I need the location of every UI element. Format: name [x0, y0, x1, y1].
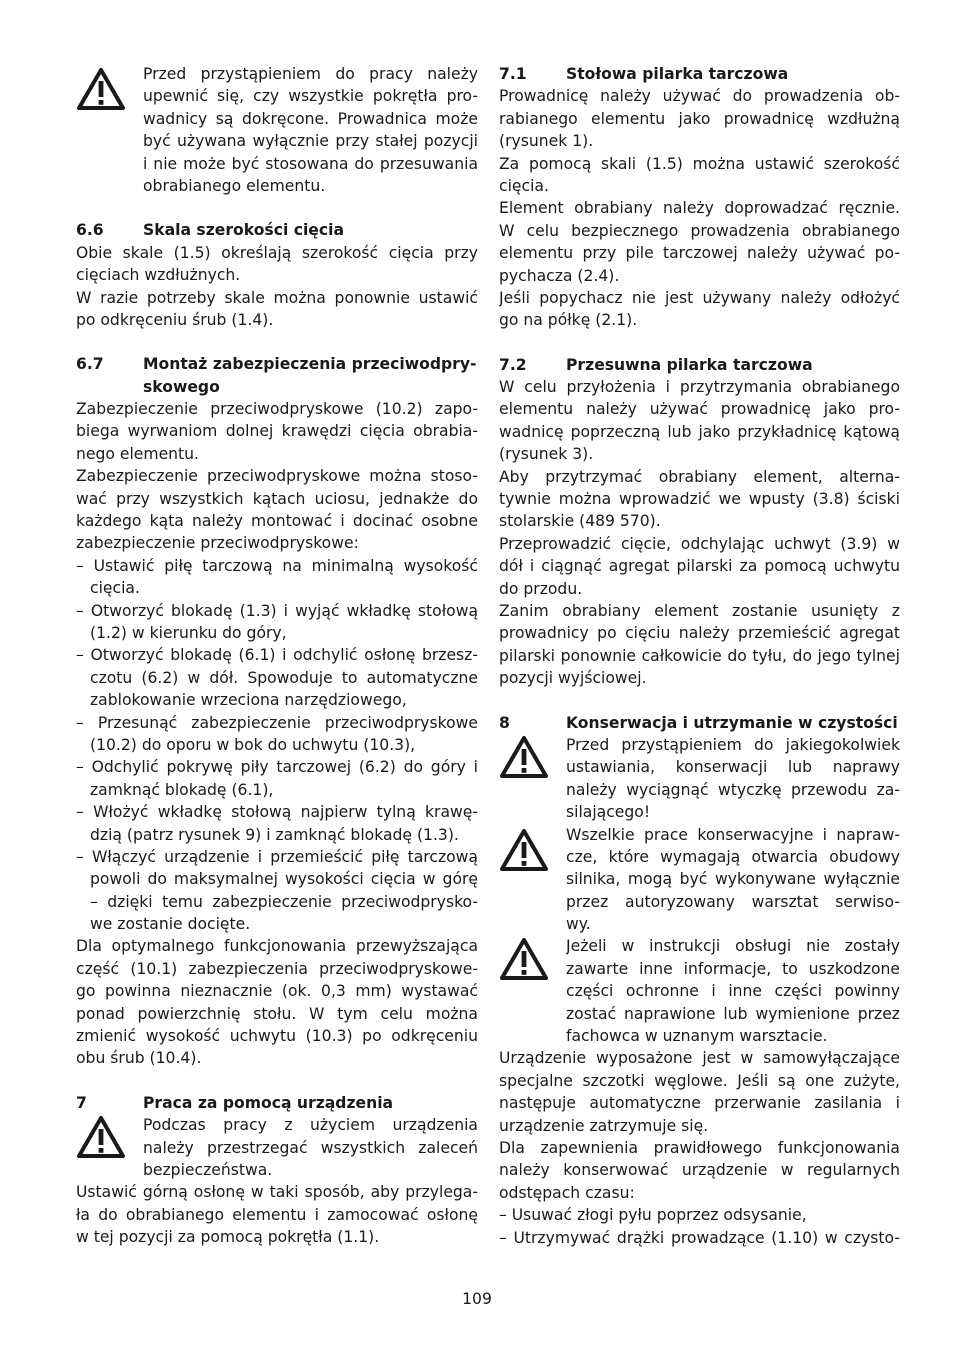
warning-note-service	[499, 824, 900, 936]
text-line: biega wyrwaniom dolnej krawędzi cięcia obrabia-	[76, 422, 478, 441]
text-line: zawarte inne informacje, to uszkodzone	[566, 959, 900, 978]
section-title: Montaż zabezpieczenia przeciwodpry-	[143, 355, 477, 374]
text-line: ustawiania, konserwacji lub naprawy	[566, 758, 900, 777]
list-item: – Otworzyć blokadę (1.3) i wyjąć wkładkę stołową	[76, 601, 478, 620]
text-line: należy przestrzegać wszystkich zaleceń	[143, 1138, 478, 1157]
text-line: Ustawić górną osłonę w taki sposób, aby przylega-	[76, 1183, 478, 1202]
text-line: Przed przystąpieniem do jakiegokolwiek	[566, 735, 900, 754]
section-heading-7	[76, 1092, 478, 1114]
text-line: Zanim obrabiany element zostanie usunięty z	[499, 601, 900, 620]
warning-triangle-icon	[499, 828, 549, 872]
text-line: Jeżeli w instrukcji obsługi nie zostały	[566, 937, 900, 956]
warning-note-unplug	[499, 734, 900, 824]
text-line: zmienić wysokość uchwytu (10.3) po odkręceniu	[76, 1027, 478, 1046]
list-item-continued: czotu (6.2) w dół. Spowoduje to automatyczne	[90, 668, 478, 687]
text-line: Urządzenie wyposażone jest w samowyłączające	[499, 1049, 900, 1068]
list-item: – Włożyć wkładkę stołową najpierw tylną krawę-	[76, 803, 478, 822]
text-line: należy konserwować urządzenie w regularnych	[499, 1161, 900, 1180]
text-line: obu śrub (10.4).	[76, 1049, 202, 1068]
text-line: urządzenie zatrzymuje się.	[499, 1116, 709, 1135]
list-item-continued: zamknąć blokadę (6.1),	[90, 780, 274, 799]
list-item-continued: dzią (patrz rysunek 9) i zamknąć blokadę (1.3).	[90, 825, 459, 844]
text-line: silnika, mogą być wykonywane wyłącznie	[566, 870, 900, 889]
text-line: przez autoryzowany warsztat serwiso-	[566, 892, 900, 911]
page-number: 109	[462, 1290, 492, 1308]
text-line: tywnie można wprowadzić we wpusty (3.8) ściski	[499, 490, 900, 509]
text-line: zabezpieczenie przeciwodpryskowe:	[76, 534, 359, 553]
left-column	[76, 63, 478, 1249]
list-item-continued: cięcia.	[90, 579, 140, 598]
section-number: 7	[76, 1093, 87, 1112]
warning-triangle-icon	[76, 1115, 126, 1159]
list-item-continued: we zostanie docięte.	[90, 915, 251, 934]
text-line: dół i ciągnąć agregat pilarski za pomocą uchwytu	[499, 557, 900, 576]
section-heading-8	[499, 712, 900, 734]
text-line: być używana wyłącznie przy stałej pozycji	[143, 132, 478, 151]
text-line: nego elementu.	[76, 444, 200, 463]
text-line: bezpieczeństwa.	[143, 1160, 273, 1179]
text-line: cięcia.	[499, 176, 549, 195]
text-line: Zabezpieczenie przeciwodpryskowe można stoso-	[76, 467, 478, 486]
list-item-continued: zablokowanie wrzeciona narzędziowego,	[90, 691, 407, 710]
text-line: Aby przytrzymać obrabiany element, alterna-	[499, 467, 900, 486]
text-line: (rysunek 3).	[499, 445, 594, 464]
list-item-continued: (1.2) w kierunku do góry,	[90, 623, 287, 642]
warning-triangle-icon	[499, 937, 549, 981]
section-number: 7.1	[499, 65, 527, 83]
section-title: Praca za pomocą urządzenia	[143, 1093, 394, 1112]
text-line: odstępach czasu:	[499, 1183, 635, 1202]
text-line: elementu przy pile tarczowej należy używać po-	[499, 244, 900, 263]
text-line: Dla zapewnienia prawidłowego funkcjonowania	[499, 1138, 900, 1157]
warning-note-repair	[499, 935, 900, 1047]
list-item: – Usuwać złogi pyłu poprzez odsysanie,	[499, 1206, 807, 1225]
text-line: Zabezpieczenie przeciwodpryskowe (10.2) zapo-	[76, 400, 478, 419]
text-line: część (10.1) zabezpieczenia przeciwodpryskowe-	[76, 959, 478, 978]
text-line: ponad powierzchnię stołu. W tym celu można	[76, 1004, 478, 1023]
text-line: go powinna nieznacznie (ok. 0,3 mm) wystawać	[76, 982, 478, 1001]
text-line: rabianego elementu jako prowadnicę wzdłużną	[499, 109, 900, 128]
warning-triangle-icon	[76, 67, 126, 111]
warning-note-guide	[76, 63, 478, 197]
text-line: Podczas pracy z użyciem urządzenia	[143, 1116, 478, 1135]
text-line: silającego!	[566, 803, 651, 822]
list-item-continued: (10.2) do oporu w bok do uchwytu (10.3),	[90, 735, 416, 754]
text-line: Za pomocą skali (1.5) można ustawić szerokość	[499, 154, 900, 173]
text-line: Element obrabiany należy doprowadzać ręcznie.	[499, 199, 900, 218]
text-line: (rysunek 1).	[499, 132, 594, 151]
text-line: upewnić się, czy wszystkie pokrętła pro-	[143, 87, 478, 106]
text-line: pychacza (2.4).	[499, 266, 620, 285]
list-item: – Odchylić pokrywę piły tarczowej (6.2) do góry i	[76, 758, 478, 777]
section-title: Stołowa pilarka tarczowa	[566, 65, 789, 83]
text-line: Jeśli popychacz nie jest używany należy odłożyć	[499, 288, 900, 307]
section-heading-7-2	[499, 354, 900, 376]
list-item: – Utrzymywać drążki prowadzące (1.10) w czysto-	[499, 1228, 900, 1247]
text-line: wadnicę poprzeczną lub jako przykładnicę kątową	[499, 422, 900, 441]
text-line: cięciach wzdłużnych.	[76, 266, 241, 285]
text-line: i nie może być stosowana do przesuwania	[143, 154, 478, 173]
section-number: 6.7	[76, 355, 104, 374]
text-line: W celu przyłożenia i przytrzymania obrabianego	[499, 378, 900, 397]
text-line: cze, które wymagają otwarcia obudowy	[566, 847, 900, 866]
section-number: 8	[499, 713, 510, 732]
list-item: – Przesunąć zabezpieczenie przeciwodpryskowe	[76, 713, 478, 732]
text-line: Przed przystąpieniem do pracy należy	[143, 65, 478, 83]
warning-triangle-icon	[499, 735, 549, 779]
right-column	[499, 63, 900, 1249]
text-line: pilarski ponownie całkowicie do tyłu, do jego tylnej	[499, 646, 900, 665]
text-line: następuje automatyczne przerwanie zasilania i	[499, 1094, 900, 1113]
section-title: Przesuwna pilarka tarczowa	[566, 355, 813, 374]
text-line: wadnicy są dokręcone. Prowadnica może	[143, 109, 478, 128]
list-item: – Włączyć urządzenie i przemieścić piłę tarczową	[76, 847, 478, 866]
text-line: stolarskie (489 570).	[499, 512, 661, 531]
text-line: Wszelkie prace konserwacyjne i napraw-	[566, 825, 900, 844]
text-line: do przodu.	[499, 579, 583, 598]
list-item: – Ustawić piłę tarczową na minimalną wysokość	[76, 556, 478, 575]
text-line: Przeprowadzić cięcie, odchylając uchwyt (3.9) w	[499, 534, 900, 553]
text-line: zostać naprawione lub wymienione przez	[566, 1004, 900, 1023]
text-line: części ochronne i inne części powinny	[566, 982, 900, 1001]
section-title: Skala szerokości cięcia	[143, 221, 344, 240]
text-line: obrabianego elementu.	[143, 176, 326, 195]
text-line: Obie skale (1.5) określają szerokość cięcia przy	[76, 243, 478, 262]
text-line: wy.	[566, 915, 591, 934]
text-line: ła do obrabianego elementu i zamocować osłonę	[76, 1205, 478, 1224]
list-item-continued: – dzięki temu zabezpieczenie przeciwodprysko-	[90, 892, 478, 911]
text-line: Prowadnicę należy używać do prowadzenia ob-	[499, 87, 900, 106]
text-line: specjalne szczotki węglowe. Jeśli są one zużyte,	[499, 1071, 900, 1090]
text-line: po odkręceniu śrub (1.4).	[76, 310, 274, 329]
text-line: pozycji wyjściowej.	[499, 669, 647, 688]
text-line: wać przy wszystkich kątach uciosu, jednakże do	[76, 489, 478, 508]
text-line: prowadnicy po cięciu należy przemieścić agregat	[499, 624, 900, 643]
text-line: Dla optymalnego funkcjonowania przewyższająca	[76, 937, 478, 956]
section-title: Konserwacja i utrzymanie w czystości	[566, 713, 898, 732]
section-title-continued: skowego	[143, 377, 220, 396]
text-line: fachowca w uznanym warsztacie.	[566, 1027, 828, 1046]
warning-note-safety	[76, 1114, 478, 1181]
text-line: każdego kąta należy montować i docinać osobne	[76, 512, 478, 531]
section-heading-6-7	[76, 353, 478, 375]
section-number: 7.2	[499, 355, 527, 374]
text-line: elementu należy używać prowadnicę jako pro-	[499, 400, 900, 419]
text-line: należy wyciągnąć wtyczkę przewodu za-	[566, 780, 900, 799]
text-line: w tej pozycji za pomocą pokrętła (1.1).	[76, 1228, 380, 1247]
section-heading-7-1	[499, 63, 900, 85]
list-item: – Otworzyć blokadę (6.1) i odchylić osłonę brzesz-	[76, 646, 478, 665]
text-line: go na półkę (2.1).	[499, 311, 638, 330]
text-line: W razie potrzeby skale można ponownie ustawić	[76, 288, 478, 307]
text-line: W celu bezpiecznego prowadzenia obrabianego	[499, 221, 900, 240]
list-item-continued: powoli do maksymalnej wysokości cięcia w górę	[90, 870, 478, 889]
section-heading-6-6	[76, 219, 478, 241]
section-number: 6.6	[76, 221, 104, 240]
